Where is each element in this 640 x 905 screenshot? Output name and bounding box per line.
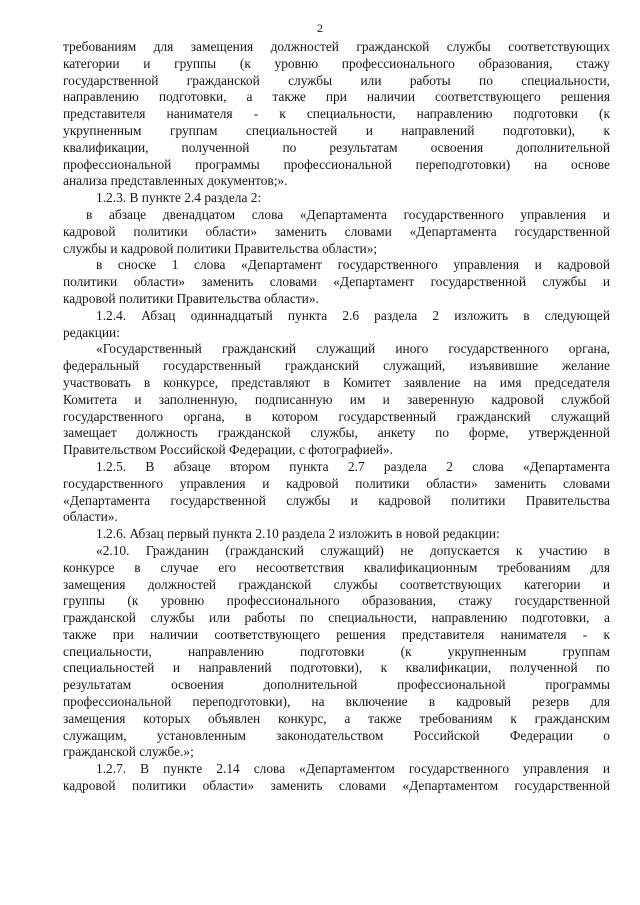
text-line: гражданской службы или работы по специальности, направлению подготовки, а (63, 610, 610, 626)
text-line: кадровой политики Правительства области». (63, 290, 319, 306)
text-line: Комитета и заполненную, подписанную им и заверенную кадровой службой (63, 391, 610, 407)
text-line: кадровой политики области» заменить словами «Департаментом государственной (63, 778, 610, 794)
text-line: «2.10. Гражданин (гражданский служащий) не допускается к участию в (96, 542, 610, 558)
text-line: области». (63, 509, 118, 525)
text-line: федеральный государственный гражданский служащий, изъявившие желание (63, 358, 610, 374)
document-body (63, 39, 610, 795)
text-line: Правительством Российской Федерации, с фотографией». (63, 442, 393, 458)
text-line: квалификации, полученной по результатам освоения дополнительной (63, 139, 610, 155)
text-line: специальности, направлению подготовки (к укрупненным группам (63, 643, 610, 659)
text-line: службы и кадровой политики Правительства области»; (63, 240, 378, 256)
text-line: государственного управления и кадровой политики области» заменить словами (63, 475, 610, 491)
text-line: категории и группы (к уровню профессионального образования, стажу (63, 55, 610, 71)
text-line: замещения должностей гражданской службы соответствующих категории и (63, 576, 610, 592)
text-line: замещает должность гражданской службы, анкету по форме, утвержденной (63, 425, 610, 441)
text-line: государственного органа, в котором государственный гражданский служащий (63, 408, 610, 424)
text-line: 1.2.3. В пункте 2.4 раздела 2: (96, 190, 262, 206)
text-line: результатам освоения дополнительной профессиональной программы (63, 677, 610, 693)
text-line: профессиональной переподготовки), на включение в кадровый резерв для (63, 694, 610, 710)
page-number: 2 (317, 21, 323, 35)
text-line: укрупненным группам специальностей и направлений подготовки), к (63, 122, 610, 138)
text-line: 1.2.4. Абзац одиннадцатый пункта 2.6 раздела 2 изложить в следующей (96, 307, 610, 323)
text-line: редакции: (63, 324, 120, 340)
text-line: 1.2.6. Абзац первый пункта 2.10 раздела 2 изложить в новой редакции: (96, 526, 500, 542)
text-line: в абзаце двенадцатом слова «Департамента государственного управления и (86, 206, 610, 222)
text-line: анализа представленных документов;». (63, 173, 288, 189)
text-line: гражданской службе.»; (63, 744, 194, 760)
text-line: представителя нанимателя - к специальности, направлению подготовки (к (63, 106, 610, 122)
text-line: профессиональной программы профессиональной переподготовки) на основе (63, 156, 610, 172)
text-line: «Департамента государственной службы и кадровой политики Правительства (63, 492, 610, 508)
text-line: «Государственный гражданский служащий иного государственного органа, (96, 341, 610, 357)
text-line: служащим, установленным законодательством Российской Федерации о (63, 727, 610, 743)
text-line: участвовать в конкурсе, представляют в Комитет заявление на имя председателя (63, 374, 610, 390)
text-line: 1.2.5. В абзаце втором пункта 2.7 раздела 2 слова «Департамента (96, 458, 610, 474)
text-line: замещения которых объявлен конкурс, а также требованиям к гражданским (63, 710, 610, 726)
text-line: специальностей и направлений подготовки), к квалификации, полученной по (63, 660, 610, 676)
text-line: в сноске 1 слова «Департамент государственного управления и кадровой (96, 257, 610, 273)
text-line: направлению подготовки, а также при наличии соответствующего решения (63, 89, 610, 105)
text-line: группы (к уровню профессионального образования, стажу государственной (63, 593, 610, 609)
text-line: государственной гражданской службы или работы по специальности, (63, 72, 610, 88)
text-line: 1.2.7. В пункте 2.14 слова «Департаментом государственного управления и (96, 761, 610, 777)
text-line: кадровой политики области» заменить словами «Департамента государственной (63, 223, 610, 239)
text-line: политики области» заменить словами «Департамент государственной службы и (63, 274, 610, 290)
text-line: требованиям для замещения должностей гражданской службы соответствующих (63, 39, 610, 54)
text-line: также при наличии соответствующего решения представителя нанимателя - к (63, 626, 610, 642)
text-line: конкурсе в случае его несоответствия квалификационным требованиям для (63, 559, 610, 575)
